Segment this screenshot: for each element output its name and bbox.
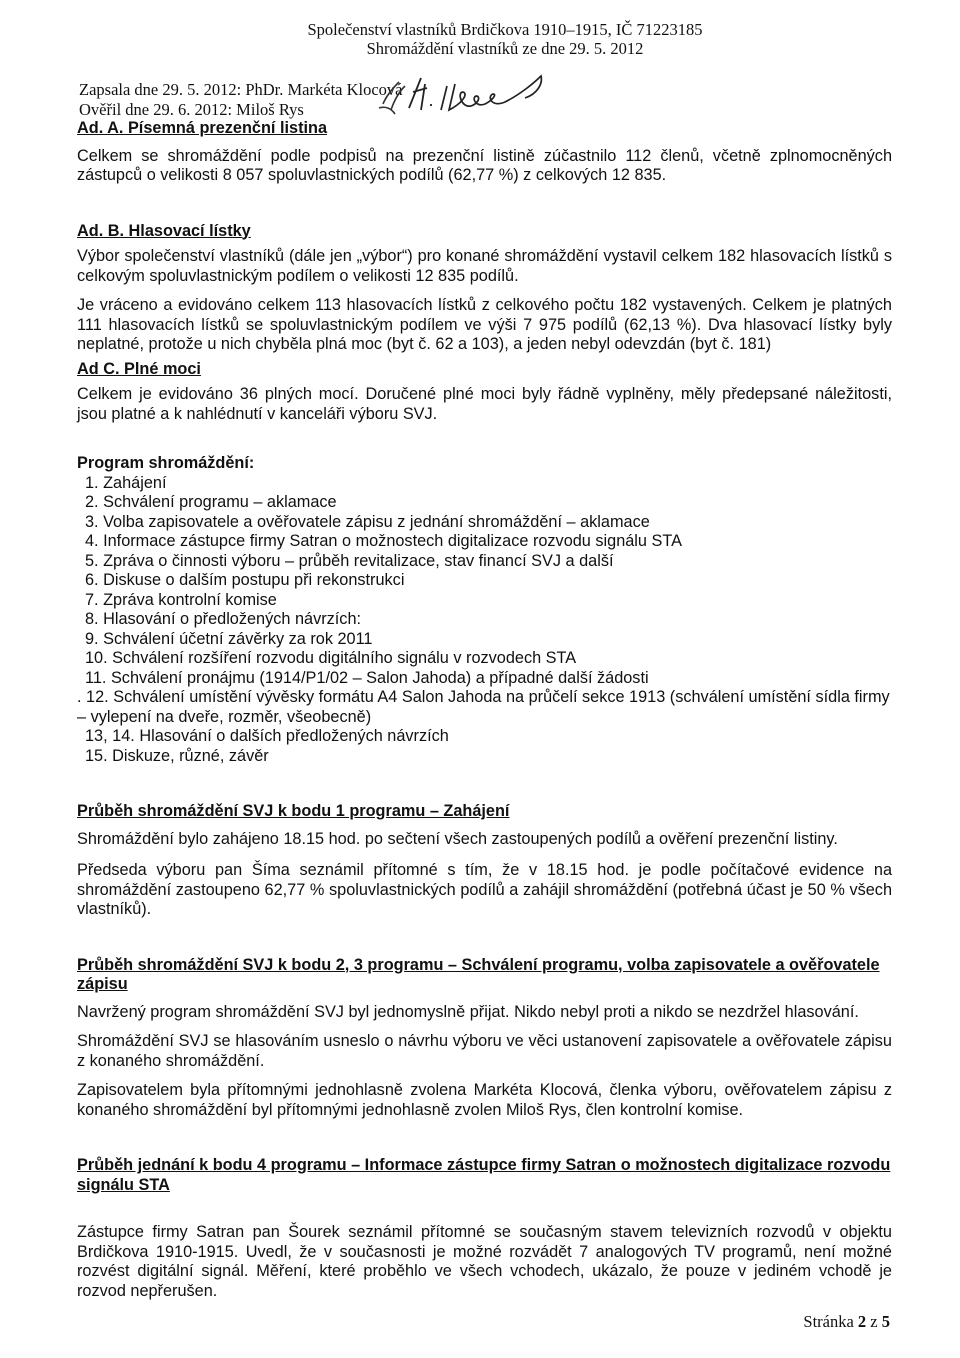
bod-2-3-heading: Průběh shromáždění SVJ k bodu 2, 3 programu – Schválení programu, volba zapisovatele a ověřovatele zápisu	[77, 955, 880, 993]
program-item: 4. Informace zástupce firmy Satran o možnostech digitalizace rozvodu signálu STA	[85, 532, 682, 550]
program-item: 7. Zpráva kontrolní komise	[85, 590, 277, 609]
program-item: 2. Schválení programu – aklamace	[85, 493, 337, 511]
page-number-current: 2	[857, 1312, 867, 1331]
bod-2-3-paragraph-3: Zapisovatelem byla přítomnými jednohlasně zvolena Markéta Klocová, členka výboru, ověřovatelem zápisu z konaného shromáždění byl přítomnými jednohlasně zvolen Miloš Rys, člen kontrolní komise.	[77, 1081, 892, 1119]
program-item: 11. Schválení pronájmu (1914/P1/02 – Salon Jahoda) a případné další žádosti	[85, 668, 649, 687]
recorded-by: Zapsala dne 29. 5. 2012: PhDr. Markéta Klocová	[79, 80, 403, 99]
bod-1-heading: Průběh shromáždění SVJ k bodu 1 programu – Zahájení	[77, 802, 510, 820]
bod-4-heading: Průběh jednání k bodu 4 programu – Informace zástupce firmy Satran o možnostech digitalizace rozvodu signálu STA	[77, 1156, 891, 1194]
bod-1-paragraph-2: Předseda výboru pan Šíma seznámil přítomné s tím, že v 18.15 hod. je podle počítačové evidence na shromáždění zastoupeno 62,77 % spoluvlastnických podílů a zahájil shromáždění (potřebná účast je 50 % všech vlastníků).	[77, 861, 892, 918]
bod-2-3-paragraph-2: Shromáždění SVJ se hlasováním usneslo o návrhu výboru ve věci ustanovení zapisovatele a ověřovatele zápisu z konaného shromáždění.	[77, 1032, 892, 1070]
verified-by: Ověřil dne 29. 6. 2012: Miloš Rys	[79, 100, 304, 119]
page-footer	[803, 1312, 890, 1332]
program-item: 13, 14. Hlasování o dalších předložených návrzích	[85, 727, 449, 745]
section-a-text: Celkem se shromáždění podle podpisů na prezenční listině zúčastnilo 112 členů, včetně zplnomocněných zástupců o velikosti 8 057 spoluvlastnických podílů (62,77 %) z celkových 12 835.	[77, 146, 892, 184]
section-c-text: Celkem je evidováno 36 plných mocí. Doručené plné moci byly řádně vyplněny, měly předepsané náležitosti, jsou platné a k nahlédnutí v kanceláři výboru SVJ.	[77, 385, 892, 423]
page-number-total: 5	[881, 1312, 890, 1331]
program-item: 8. Hlasování o předložených návrzích:	[85, 610, 362, 628]
document-body	[77, 119, 892, 1301]
header-organization: Společenství vlastníků Brdičkova 1910–1915, IČ 71223185	[307, 20, 703, 39]
program-item: . 12. Schválení umístění vývěsky formátu A4 Salon Jahoda na průčelí sekce 1913 (schválení umístění sídla firmy – vylepení na dveře, rozměr, všeobecně)	[77, 688, 890, 726]
record-meta	[79, 80, 403, 120]
program-item: 1. Zahájení	[85, 473, 167, 492]
program-item: 10. Schválení rozšíření rozvodu digitálního signálu v rozvodech STA	[85, 649, 577, 667]
section-b-paragraph-2: Je vráceno a evidováno celkem 113 hlasovacích lístků z celkového počtu 182 vystavených. Celkem je platných 111 hlasovacích lístků se spoluvlastnickým podílem ve výši 7 975 podílů (62,13 %). Dva hlasovací lístky byly neplatné, protože u nich chyběla plná moc (byt č. 62 a 103), a jeden nebyl odevzdán (byt č. 181)	[77, 296, 892, 353]
bod-1-paragraph-1: Shromáždění bylo zahájeno 18.15 hod. po sečtení všech zastoupených podílů a ověření prezenční listiny.	[77, 829, 838, 848]
bod-4-paragraph-1: Zástupce firmy Satran pan Šourek seznámil přítomné se současným stavem televizních rozvodů v objektu Brdičkova 1910-1915. Uvedl, že v současnosti je možné rozvádět 7 analogových TV programů, není možné rozvést digitální signál. Měření, které proběhlo ve všech vchodech, ukázalo, že pouze v jediném vchodě je rozvod nepřerušen.	[77, 1223, 892, 1300]
section-c-heading: Ad C. Plné moci	[77, 359, 201, 378]
page-number-prefix: Stránka	[803, 1312, 858, 1331]
page-number-separator: z	[866, 1312, 882, 1331]
section-a-heading: Ad. A. Písemná prezenční listina	[77, 119, 328, 137]
section-b-heading: Ad. B. Hlasovací lístky	[77, 221, 251, 240]
program-item: 15. Diskuze, různé, závěr	[85, 746, 269, 765]
program-item: 5. Zpráva o činnosti výboru – průběh revitalizace, stav financí SVJ a další	[85, 551, 614, 570]
document-header	[0, 20, 960, 58]
bod-2-3-paragraph-1: Navržený program shromáždění SVJ byl jednomyslně přijat. Nikdo nebyl proti a nikdo se nezdržel hlasování.	[77, 1002, 859, 1021]
program-item: 9. Schválení účetní závěrky za rok 2011	[85, 629, 373, 648]
program-list	[77, 474, 892, 767]
header-meeting: Shromáždění vlastníků ze dne 29. 5. 2012	[366, 39, 644, 58]
program-item: 3. Volba zapisovatele a ověřovatele zápisu z jednání shromáždění – aklamace	[85, 512, 650, 531]
section-b-paragraph-1: Výbor společenství vlastníků (dále jen „výbor“) pro konané shromáždění vystavil celkem 182 hlasovacích lístků s celkovým spoluvlastnickým podílem o velikosti 12 835 podílů.	[77, 247, 892, 285]
program-heading: Program shromáždění:	[77, 454, 255, 472]
program-item: 6. Diskuse o dalším postupu při rekonstrukci	[85, 571, 405, 589]
